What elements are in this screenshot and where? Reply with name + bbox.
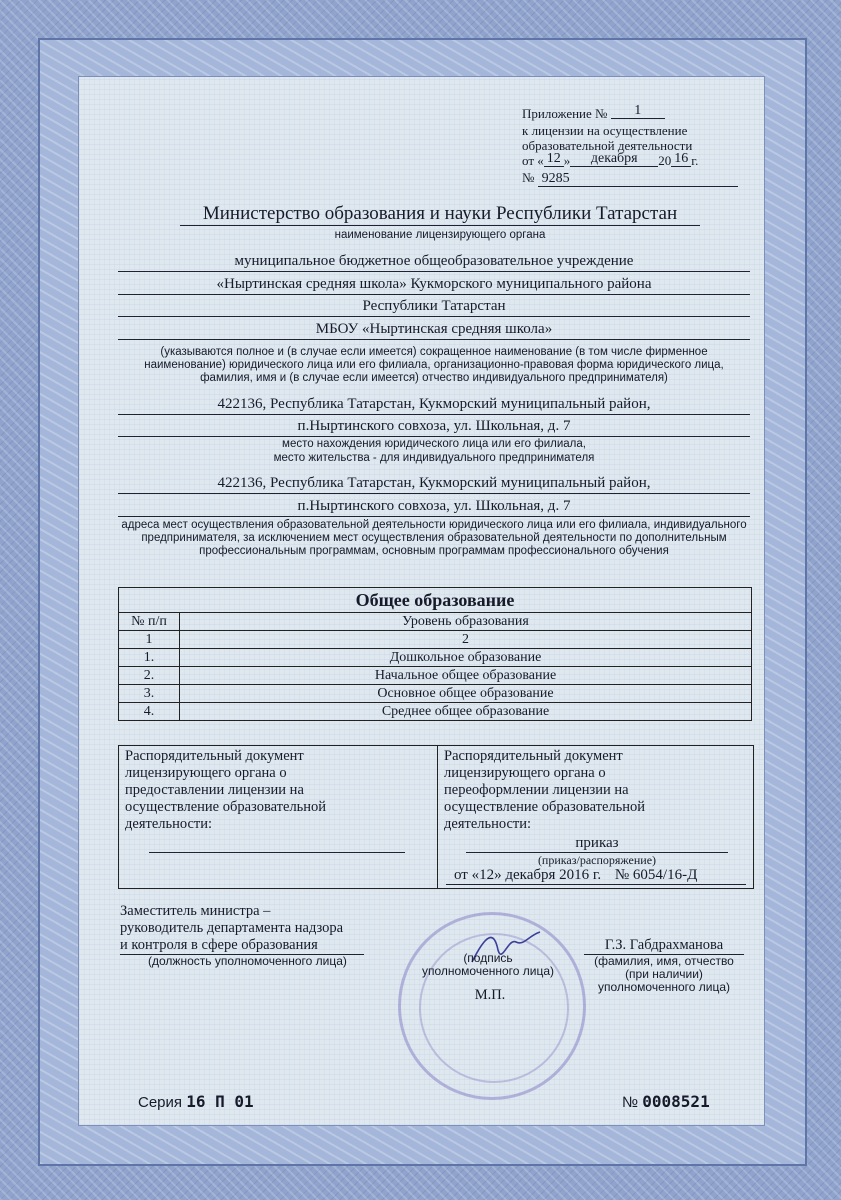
stamp-place: М.П. (474, 987, 506, 1003)
annex-line1: к лицензии на осуществление (522, 123, 688, 138)
reissue-document-cell (438, 746, 753, 888)
annex-label: Приложение № (522, 106, 608, 121)
column-index-number: 1 (119, 631, 180, 649)
location-caption-1: место нахождения юридического лица или его филиала, (282, 438, 586, 450)
annex-month: декабря (570, 151, 658, 167)
grant-document-cell (119, 746, 438, 888)
activity-address-line-1: 422136, Республика Татарстан, Кукморский муниципальный район, (118, 474, 750, 494)
reissue-document-text: Распорядительный документ лицензирующего органа о переоформлении лицензии на осуществление образовательной деятельности: (444, 748, 646, 832)
form-number-label: № (622, 1094, 639, 1111)
signature-caption-line-1: (подпись (463, 951, 513, 965)
table-row (119, 649, 752, 667)
order-number: № 6054/16-Д (614, 867, 698, 883)
licensee-line-1: муниципальное бюджетное общеобразовательное учреждение (118, 252, 750, 272)
annex-year: 16 (671, 151, 691, 167)
license-number: 9285 (538, 171, 738, 187)
signature-caption-line-2: уполномоченного лица) (421, 964, 555, 978)
row-level: Среднее общее образование (180, 703, 752, 721)
annex-day: 12 (544, 151, 564, 167)
form-number (622, 1092, 710, 1111)
signature-caption (408, 952, 568, 978)
administrative-documents-box (118, 745, 754, 889)
row-number: 3. (119, 685, 180, 703)
position-line-2: руководитель департамента надзора (120, 920, 344, 936)
licensee-caption: (указываются полное и (в случае если имеется) сокращенное наименование (в том числе фирменное наименование) юридического лица или его филиала, организационно-правовая форма юридического лица, фамилия, имя и (в случае если имеется) отчество индивидуального предпринимателя) (144, 346, 724, 384)
licensing-organ-name: Министерство образования и науки Республики Татарстан (180, 203, 700, 226)
signatory-position (120, 903, 400, 968)
location-line-2: п.Ныртинского совхоза, ул. Школьная, д. 7 (118, 417, 750, 437)
signatory-name: Г.З. Габдрахманова (584, 937, 744, 955)
series-value: 16 П 01 (186, 1092, 254, 1111)
activity-address-line-2: п.Ныртинского совхоза, ул. Школьная, д. 7 (118, 497, 750, 517)
form-number-value: 0008521 (642, 1092, 710, 1111)
annex-line2: образовательной деятельности (522, 138, 693, 153)
annex-number: 1 (611, 103, 665, 119)
name-caption-2: (при наличии) (625, 967, 703, 981)
location-caption-2: место жительства - для индивидуального предпринимателя (273, 452, 595, 464)
licensee-short-name: МБОУ «Ныртинская средняя школа» (118, 320, 750, 340)
grant-document-text: Распорядительный документ лицензирующего органа о предоставлении лицензии на осуществление образовательной деятельности: (125, 748, 327, 832)
name-caption-3: уполномоченного лица) (597, 980, 731, 994)
row-level: Основное общее образование (180, 685, 752, 703)
table-row (119, 667, 752, 685)
annex-year-prefix: 20 (658, 153, 672, 168)
position-line-1: Заместитель министра – (120, 903, 271, 919)
licensing-organ-caption: наименование лицензирующего органа (334, 229, 546, 241)
education-table-title: Общее образование (119, 588, 752, 613)
column-header-level: Уровень образования (180, 613, 752, 631)
annex-year-suffix: г. (691, 153, 699, 168)
table-row (119, 685, 752, 703)
license-number-label: № (522, 170, 535, 185)
name-caption-1: (фамилия, имя, отчество (594, 954, 734, 968)
activity-address-caption: адреса мест осуществления образовательной деятельности юридического лица или его филиала, индивидуального предпринимателя, за исключением мест осуществления образовательной деятельности по дополнительным профессиональным программам, основным программам профессионального обучения (121, 519, 747, 557)
column-index-level: 2 (180, 631, 752, 649)
position-line-3: и контроля в сфере образования (120, 937, 364, 955)
annex-header (522, 103, 742, 187)
annex-date-prefix: от « (522, 153, 544, 168)
licensee-line-3: Республики Татарстан (118, 297, 750, 317)
table-row (119, 703, 752, 721)
order-type: приказ (466, 835, 728, 853)
row-level: Дошкольное образование (180, 649, 752, 667)
order-date: от «12» декабря 2016 г. (454, 867, 602, 883)
education-levels-table (118, 587, 752, 721)
location-line-1: 422136, Республика Татарстан, Кукморский муниципальный район, (118, 395, 750, 415)
annex-date-mid: » (563, 153, 571, 168)
row-number: 1. (119, 649, 180, 667)
form-series (138, 1092, 254, 1111)
series-label: Серия (138, 1094, 183, 1111)
row-level: Начальное общее образование (180, 667, 752, 685)
row-number: 2. (119, 667, 180, 685)
order-type-caption: (приказ/распоряжение) (537, 853, 657, 867)
grant-document-blank-line (149, 852, 405, 853)
order-details (446, 867, 746, 885)
row-number: 4. (119, 703, 180, 721)
licensee-line-2: «Ныртинская средняя школа» Кукморского муниципального района (118, 275, 750, 295)
position-caption: (должность уполномоченного лица) (148, 954, 347, 968)
column-header-number: № п/п (119, 613, 180, 631)
signatory-block (584, 937, 744, 994)
